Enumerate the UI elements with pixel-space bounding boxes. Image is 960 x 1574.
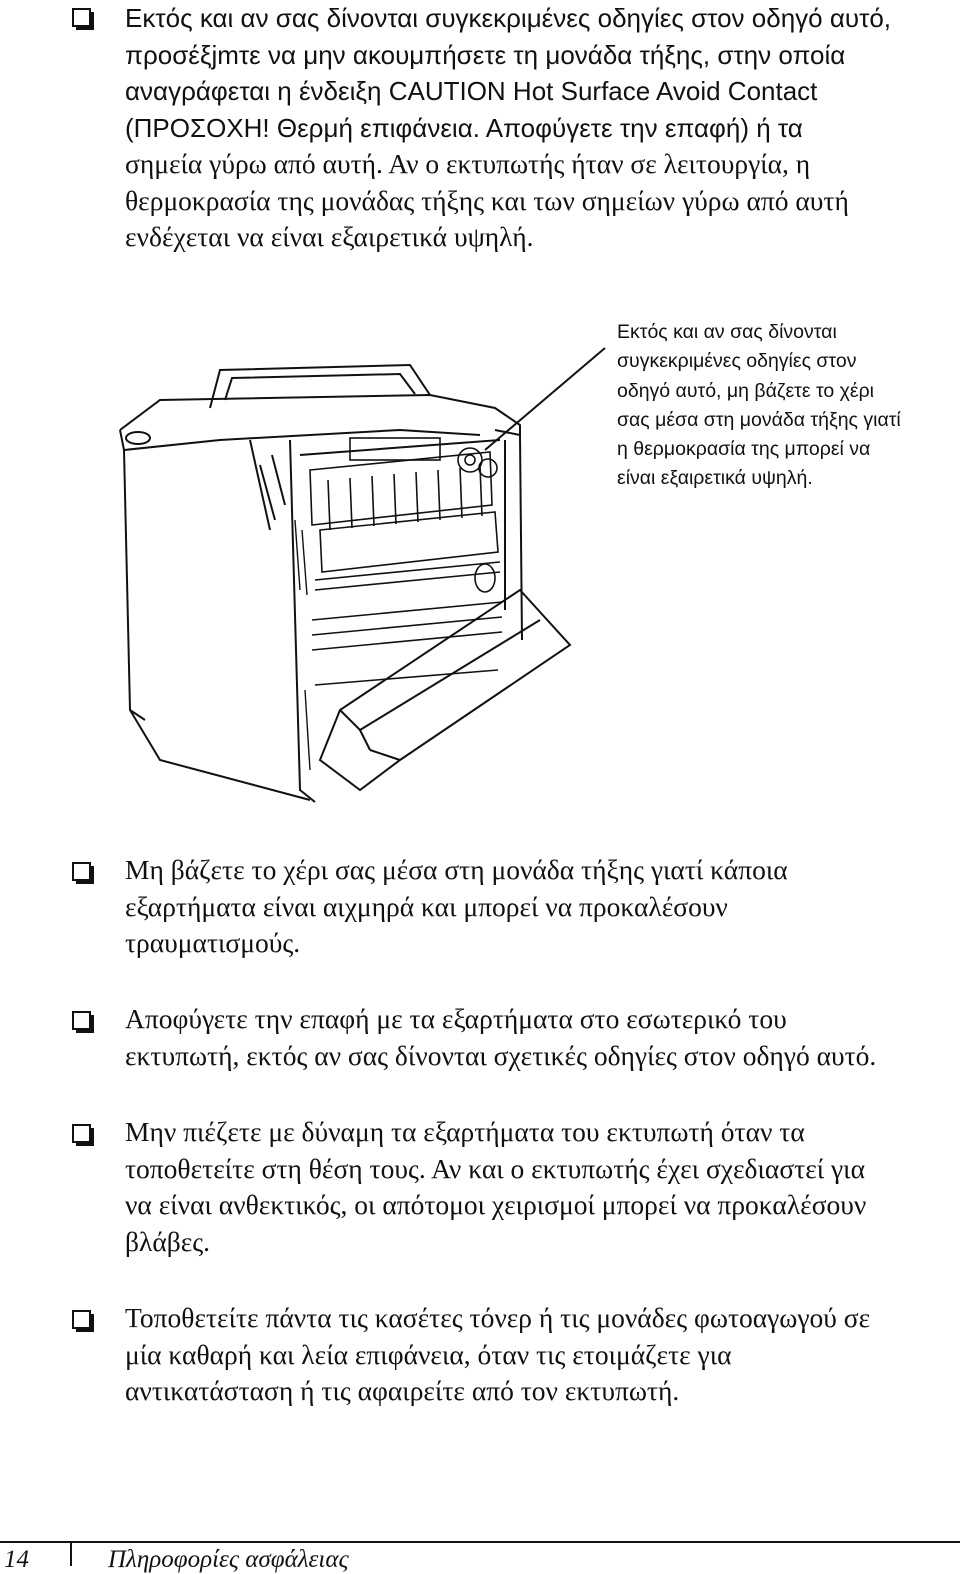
checkbox-square-icon (72, 1124, 94, 1146)
callout-line: συγκεκριμένες οδηγίες στον (617, 350, 857, 373)
printer-fuser-illustration (100, 290, 620, 830)
callout-line: οδηγό αυτό, μη βάζετε το χέρι (617, 379, 875, 402)
bullet-line: εκτυπωτή, εκτός αν σας δίνονται σχετικές οδηγίες στον οδηγό αυτό. (125, 1039, 877, 1071)
checkbox-square-icon (72, 8, 94, 30)
callout-line: είναι εξαιρετικά υψηλή. (617, 467, 813, 490)
bullet-text (125, 1114, 955, 1260)
bullet-line: Τοποθετείτε πάντα τις κασέτες τόνερ ή τις μονάδες φωτοαγωγού σε (125, 1302, 871, 1333)
bullet-line: να είναι ανθεκτικός, οι απότομοι χειρισμοί μπορεί να προκαλέσουν (125, 1189, 867, 1220)
callout-line: Εκτός και αν σας δίνονται (617, 321, 837, 343)
callout-line: σας μέσα στη μονάδα τήξης γιατί (617, 408, 901, 431)
bullet-line: (ΠΡΟΣΟΧΗ! Θερμή επιφάνεια. Αποφύγετε την επαφή) ή τα (125, 112, 803, 143)
illustration-callout (617, 318, 957, 494)
bullet-line: προσέξjmτε να μην ακουμπήσετε τη μονάδα τήξης, στην οποία (125, 39, 846, 70)
checkbox-square-icon (72, 1011, 94, 1033)
bullet-line: εξαρτήματα είναι αιχμηρά και μπορεί να προκαλέσουν (125, 890, 728, 922)
callout-line: η θερμοκρασία της μπορεί να (617, 438, 871, 461)
bullet-line: σημεία γύρω από αυτή. Αν ο εκτυπωτής ήταν σε λειτουργία, η (125, 148, 811, 179)
bullet-line: θερμοκρασία της μονάδας τήξης και των σημείων γύρω από αυτή (125, 184, 849, 216)
section-title: Πληροφορίες ασφάλειας (108, 1546, 349, 1573)
bullet-line: αντικατάσταση ή τις αφαιρείτε από τον εκτυπωτή. (125, 1375, 680, 1406)
footer-rule (0, 1541, 960, 1543)
bullet-text (125, 0, 955, 256)
page-number: 14 (4, 1546, 29, 1573)
bullet-text (125, 852, 955, 962)
bullet-line: τοποθετείτε στη θέση τους. Αν και ο εκτυπωτής έχει σχεδιαστεί για (125, 1152, 865, 1184)
bullet-line: Μην πιέζετε με δύναμη τα εξαρτήματα του εκτυπωτή όταν τα (125, 1116, 805, 1147)
bullet-line: βλάβες. (125, 1225, 211, 1257)
bullet-line: ενδέχεται να είναι εξαιρετικά υψηλή. (125, 221, 534, 252)
bullet-line: αναγράφεται η ένδειξη CAUTION Hot Surface Avoid Contact (125, 76, 818, 106)
bullet-line: Εκτός και αν σας δίνονται συγκεκριμένες οδηγίες στον οδηγό αυτό, (125, 3, 892, 33)
checkbox-square-icon (72, 862, 94, 884)
bullet-text (125, 1001, 955, 1074)
checkbox-square-icon (72, 1310, 94, 1332)
bullet-line: Μη βάζετε το χέρι σας μέσα στη μονάδα τήξης γιατί κάποια (125, 854, 788, 885)
bullet-line: μία καθαρή και λεία επιφάνεια, όταν τις ετοιμάζετε για (125, 1338, 732, 1370)
bullet-text (125, 1300, 955, 1410)
footer-separator (70, 1541, 72, 1566)
bullet-line: τραυματισμούς. (125, 927, 301, 958)
bullet-line: Αποφύγετε την επαφή με τα εξαρτήματα στο εσωτερικό του (125, 1003, 787, 1034)
